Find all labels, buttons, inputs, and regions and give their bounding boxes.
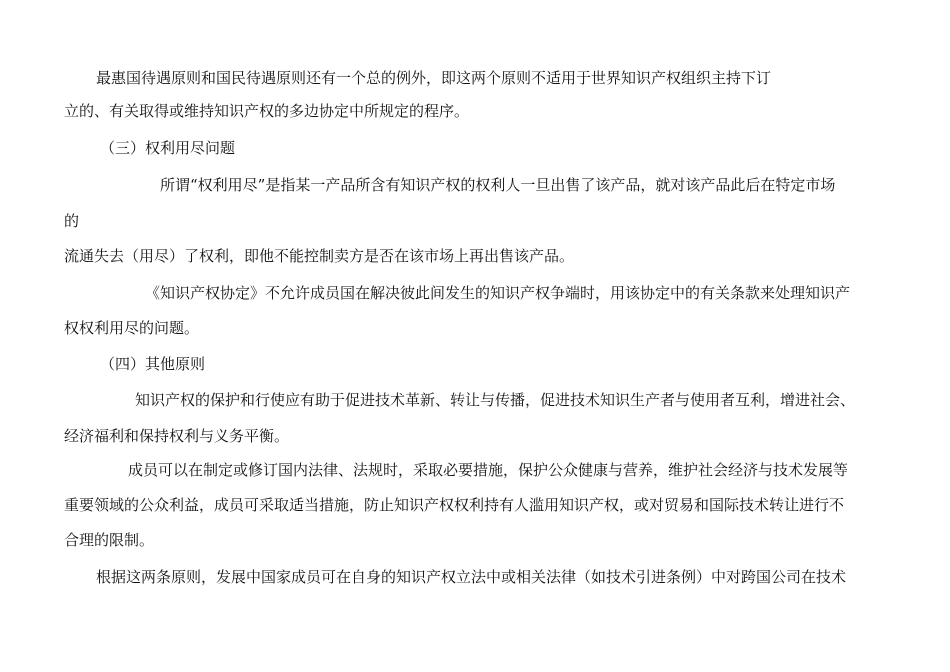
- paragraph-line: 经济福利和保持权利与义务平衡。: [64, 427, 290, 445]
- paragraph-line: 流通失去（用尽）了权利，即他不能控制卖方是否在该市场上再出售该产品。: [64, 247, 575, 265]
- paragraph-line: 重要领域的公众利益，成员可采取适当措施，防止知识产权权利持有人滥用知识产权，或对贸易和国际技术转让进行不: [64, 496, 845, 514]
- paragraph-line: 所谓“权利用尽”是指某一产品所含有知识产权的权利人一旦出售了该产品，就对该产品此后在特定市场: [160, 176, 836, 194]
- paragraph-line: 成员可以在制定或修订国内法律、法规时，采取必要措施，保护公众健康与营养，维护社会经济与技术发展等: [128, 461, 849, 479]
- paragraph-line: 立的、有关取得或维持知识产权的多边协定中所规定的程序。: [64, 102, 470, 120]
- paragraph-line: 《知识产权协定》不允许成员国在解决彼此间发生的知识产权争端时，用该协定中的有关条款来处理知识产: [145, 284, 851, 302]
- paragraph-line: 根据这两条原则，发展中国家成员可在自身的知识产权立法中或相关法律（如技术引进条例）中对跨国公司在技术: [96, 568, 847, 586]
- section-heading: （四）其他原则: [100, 355, 206, 373]
- paragraph-line: 的: [64, 212, 80, 230]
- paragraph-line: 权权利用尽的问题。: [64, 319, 200, 337]
- paragraph-line: 知识产权的保护和行使应有助于促进技术革新、转让与传播，促进技术知识生产者与使用者互利，增进社会、: [135, 391, 856, 409]
- section-heading: （三）权利用尽问题: [100, 139, 236, 157]
- paragraph-line: 合理的限制。: [64, 531, 155, 549]
- paragraph-line: 最惠国待遇原则和国民待遇原则还有一个总的例外，即这两个原则不适用于世界知识产权组织主持下订: [96, 69, 772, 87]
